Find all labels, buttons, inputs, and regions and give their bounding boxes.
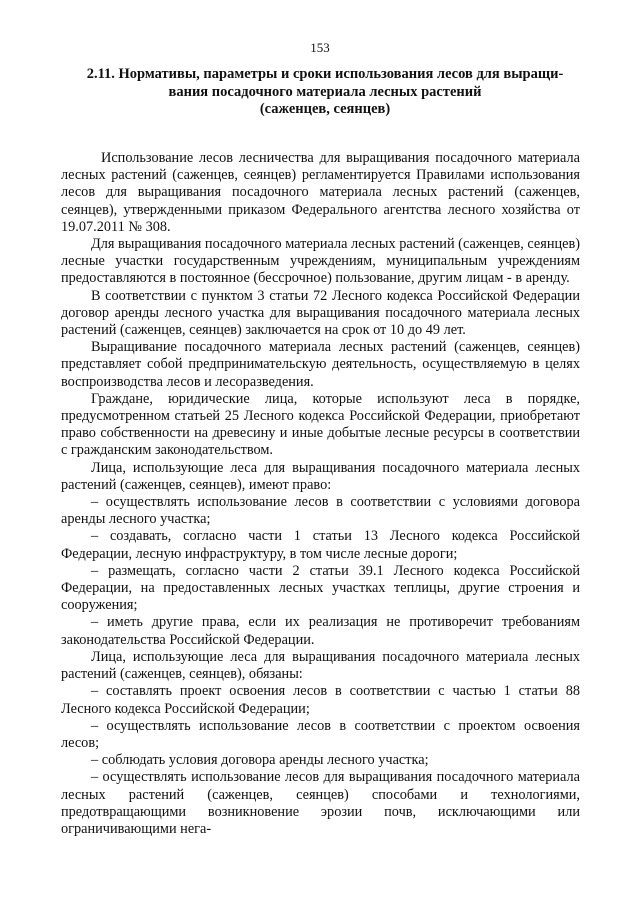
paragraph-1: Использование лесов лесничества для выращивания посадочного материала лесных растений (саженцев, сеянцев) регламентируется Правилами использования лесов для выращивания посадочного материала лесных растений (саженцев, сеянцев), утвержденными приказом Федерального агентства лесного хозяйства от 19.07.2011 № 308. xyxy=(61,150,580,235)
list-item-duties-1: – составлять проект освоения лесов в соответствии с частью 1 статьи 88 Лесного кодекса Российской Федерации; xyxy=(61,683,580,717)
heading-line-2: вания посадочного материала лесных растений xyxy=(168,83,482,100)
body-text xyxy=(61,150,580,838)
list-item-duties-4: – осуществлять использование лесов для выращивания посадочного материала лесных растений (саженцев, сеянцев) способами и технологиями, предотвращающими возникновение эрозии почв, исключающими или ограничивающими нега- xyxy=(61,769,580,837)
section-heading xyxy=(70,66,580,119)
paragraph-6: Лица, использующие леса для выращивания посадочного материала лесных растений (саженцев, сеянцев), имеют право: xyxy=(61,459,580,493)
page-number: 153 xyxy=(310,40,330,55)
heading-line-1: 2.11. Нормативы, параметры и сроки использования лесов для выращи- xyxy=(86,66,564,82)
paragraph-2: Для выращивания посадочного материала лесных растений (саженцев, сеянцев) лесные участки государственным учреждениям, муниципальным учреждениям предоставляются в постоянное (бессрочное) пользование, другим лицам - в аренду. xyxy=(61,236,580,287)
paragraph-4: Выращивание посадочного материала лесных растений (саженцев, сеянцев) представляет собой предпринимательскую деятельность, осуществляемую в целях воспроизводства лесов и лесоразведения. xyxy=(61,339,580,390)
paragraph-7: Лица, использующие леса для выращивания посадочного материала лесных растений (саженцев, сеянцев), обязаны: xyxy=(61,648,580,683)
heading-line-3: (саженцев, сеянцев) xyxy=(259,101,391,117)
list-item-rights-1: – осуществлять использование лесов в соответствии с условиями договора аренды лесного участка; xyxy=(61,494,580,528)
list-item-rights-3: – размещать, согласно части 2 статьи 39.1 Лесного кодекса Российской Федерации, на предоставленных лесных участках теплицы, другие строения и сооружения; xyxy=(61,562,580,614)
list-item-rights-4: – иметь другие права, если их реализация не противоречит требованиям законодательства Российской Федерации. xyxy=(61,614,580,648)
list-item-duties-2: – осуществлять использование лесов в соответствии с проектом освоения лесов; xyxy=(61,717,580,751)
paragraph-3: В соответствии с пунктом 3 статьи 72 Лесного кодекса Российской Федерации договор аренды лесного участка для выращивания посадочного материала лесных растений (саженцев, сеянцев) заключается на срок от 10 до 49 лет. xyxy=(61,287,580,339)
list-item-rights-2: – создавать, согласно части 1 статьи 13 Лесного кодекса Российской Федерации, лесную инфраструктуру, в том числе лесные дороги; xyxy=(61,528,580,562)
list-item-duties-3: – соблюдать условия договора аренды лесного участка; xyxy=(91,752,429,769)
paragraph-5: Граждане, юридические лица, которые используют леса в порядке, предусмотренном статьей 25 Лесного кодекса Российской Федерации, приобретают право собственности на древесину и иные добытые лесные ресурсы в соответствии с гражданским законодательством. xyxy=(61,390,580,459)
